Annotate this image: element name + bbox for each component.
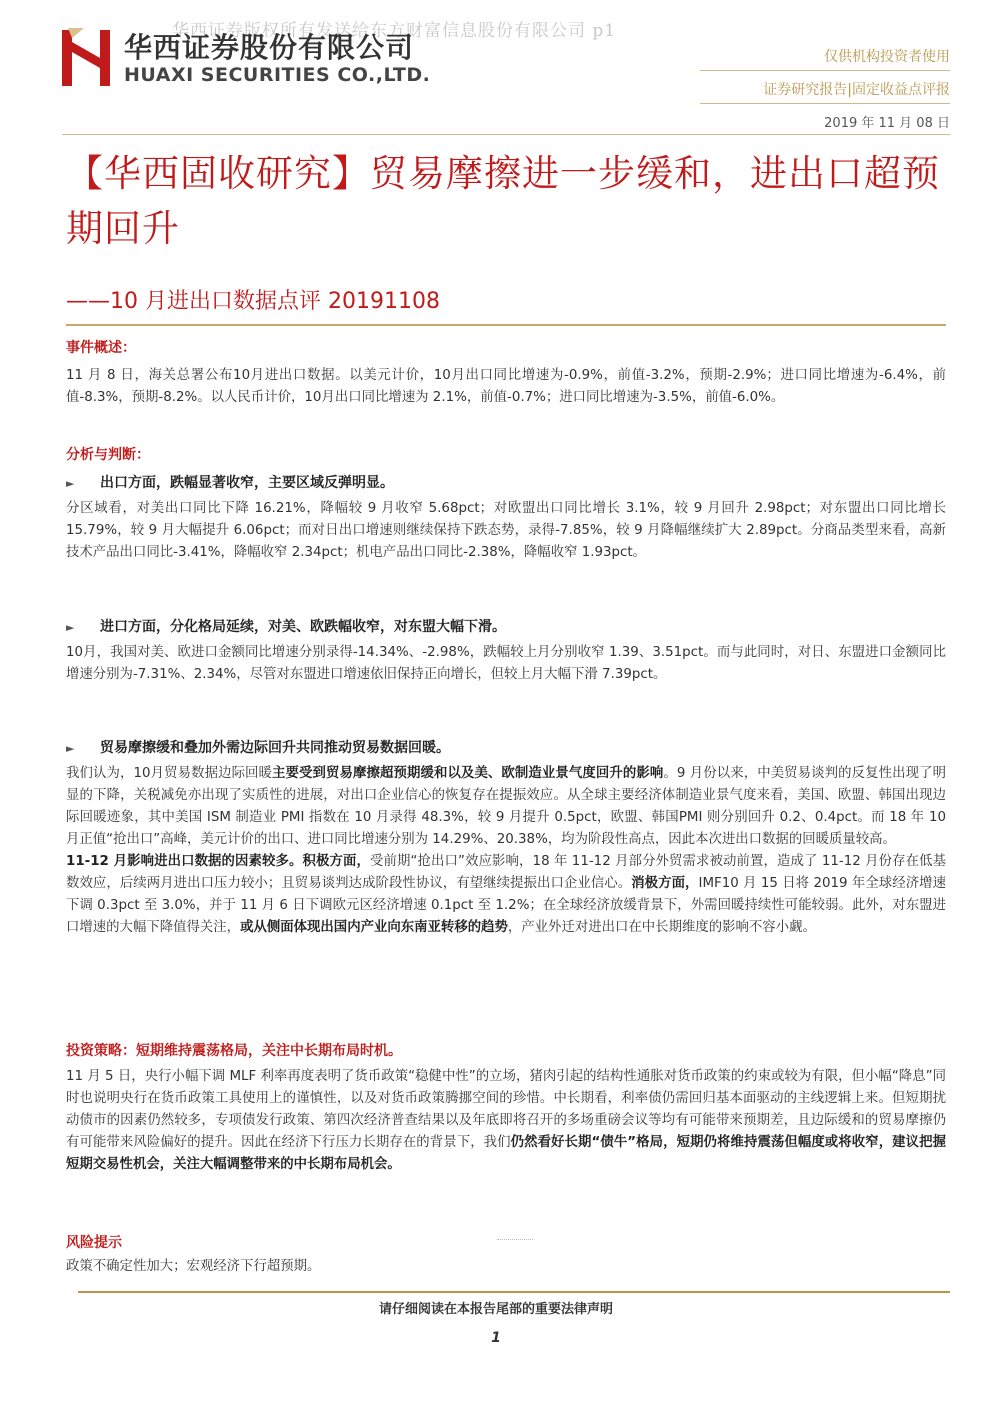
risk-heading: 风险提示 — [66, 1235, 122, 1251]
bullet-import — [66, 616, 946, 686]
bullet-import-text: 10月，我国对美、欧进口金额同比增速分别录得-14.34%、-2.98%，跌幅较上月分别收窄 1.39、3.51pct。而与此同时，对日、东盟进口金额同比增速分别为-7.31%、2.34%，尽管对东盟进口增速依旧保持正向增长，但较上月大幅下滑 7.39pct。 — [66, 645, 946, 682]
huaxi-logo-icon — [62, 28, 110, 86]
analysis-heading: 分析与判断： — [66, 447, 150, 463]
risk-section — [66, 1232, 946, 1278]
report-date: 2019 年 11 月 08 日 — [824, 116, 950, 131]
bullet-arrow-icon: ► — [66, 742, 75, 755]
bullet-trade-para-2: 11-12 月影响进出口数据的因素较多。积极方面，受前期“抢出口”效应影响，18 年 11-12 月部分外贸需求被动前置，造成了 11-12 月份存在低基数效应，后续两月进出口压力较小；且贸易谈判达成阶段性协议，有望继续提振出口企业信心。消极方面，IMF10 月 15 日将 2019 年全球经济增速下调 0.3pct 至 3.0%，并于 11 月 6 日下调欧元区经济增速 0.1pct 至 1.2%；在全球经济放缓背景下，外需回暖持续性可能较弱。此外，对东盟进口增速的大幅下降值得关注，或从侧面体现出国内产业向东南亚转移的趋势，产业外迁对进出口在中长期维度的影响不容小觑。 — [66, 854, 947, 935]
bullet-arrow-icon: ► — [66, 621, 75, 634]
watermark: 华西证券版权所有发送给东方财富信息股份有限公司 p1 — [172, 21, 617, 41]
bullet-arrow-icon: ► — [66, 477, 75, 490]
bullet-trade-para-1: 我们认为，10月贸易数据边际回暖主要受到贸易摩擦超预期缓和以及美、欧制造业景气度回升的影响。9 月份以来，中美贸易谈判的反复性出现了明显的下降，关税减免亦出现了实质性的进展，对出口企业信心的恢复存在提振效应。从全球主要经济体制造业景气度来看，美国、欧盟、韩国出现边际回暖迹象，其中美国 ISM 制造业 PMI 指数在 10 月录得 48.3%，较 9 月提升 0.5pct，欧盟、韩国PMI 则分别回升 0.2、0.4pct。而 18 年 10 月正值“抢出口”高峰，美元计价的出口、进口同比增速分别为 14.29%、20.38%，均为阶段性高点，因此本次进出口数据的回暖质量较高。 — [66, 766, 946, 847]
bullet-export-text: 分区域看，对美出口同比下降 16.21%，降幅较 9 月收窄 5.68pct；对欧盟出口同比增长 3.1%，较 9 月回升 2.98pct；对东盟出口同比增长 15.79%，较 9 月大幅提升 6.06pct；而对日出口增速则继续保持下跌态势，录得-7.85%，较 9 月降幅继续扩大 2.89pct。分商品类型来看，高新技术产品出口同比-3.41%，降幅收窄 2.34pct；机电产品出口同比-2.38%，降幅收窄 1.93pct。 — [66, 501, 946, 560]
event-section — [66, 337, 946, 409]
event-heading: 事件概述： — [66, 340, 136, 356]
bullet-export — [66, 472, 946, 564]
report-type: 证券研究报告|固定收益点评报 — [763, 82, 950, 98]
header-divider — [62, 134, 950, 135]
risk-text: 政策不确定性加大；宏观经济下行超预期。 — [66, 1259, 321, 1274]
title-separator — [66, 324, 946, 326]
company-name-en: HUAXI SECURITIES CO.,LTD. — [124, 64, 431, 86]
bullet-export-title: ► 出口方面，跌幅显著收窄，主要区域反弹明显。 — [66, 475, 394, 491]
page-title: 【华西固收研究】贸易摩擦进一步缓和，进出口超预期回升 — [66, 152, 940, 250]
bullet-import-title: ► 进口方面，分化格局延续，对美、欧跌幅收窄，对东盟大幅下滑。 — [66, 619, 506, 635]
strategy-text: 11 月 5 日，央行小幅下调 MLF 利率再度表明了货币政策“稳健中性”的立场，猪肉引起的结构性通胀对货币政策的约束或较为有限，但小幅“降息”同时也说明央行在货币政策工具使用上的谨慎性，以及对货币政策腾挪空间的珍惜。中长期看，利率债仍需回归基本面驱动的主线逻辑上来。但短期扰动债市的因素仍然较多，专项债发行政策、第四次经济普查结果以及年底即将召开的多场重磅会议等均有可能带来预期差，且边际缓和的贸易摩擦仍有可能带来风险偏好的提升。因此在经济下行压力长期存在的背景下，我们仍然看好长期“债牛”格局，短期仍将维持震荡但幅度或将收窄，建议把握短期交易性机会，关注大幅调整带来的中长期布局机会。 — [66, 1069, 946, 1172]
header-divider — [700, 103, 950, 104]
bullet-trade — [66, 737, 946, 939]
page-subtitle: ——10 月进出口数据点评 20191108 — [66, 289, 440, 314]
analysis-heading-wrap — [66, 444, 946, 464]
strategy-heading: 投资策略：短期维持震荡格局，关注中长期布局时机。 — [66, 1043, 402, 1059]
company-name-cn: 华西证券股份有限公司 — [124, 31, 415, 64]
audience-label: 仅供机构投资者使用 — [824, 49, 950, 65]
strategy-section — [66, 1040, 946, 1176]
page-number: 1 — [491, 1330, 501, 1346]
bullet-trade-title: ► 贸易摩擦缓和叠加外需边际回升共同推动贸易数据回暖。 — [66, 740, 450, 756]
event-text: 11 月 8 日，海关总署公布10月进出口数据。以美元计价，10月出口同比增速为-0.9%，前值-3.2%，预期-2.9%；进口同比增速为-6.4%，前值-8.3%，预期-8.2%。以人民币计价，10月出口同比增速为 2.1%，前值-0.7%；进口同比增速为-3.5%，前值-6.0%。 — [66, 368, 946, 405]
header-divider — [700, 70, 950, 71]
footer-divider — [78, 1291, 950, 1293]
legal-notice: 请仔细阅读在本报告尾部的重要法律声明 — [378, 1302, 613, 1317]
